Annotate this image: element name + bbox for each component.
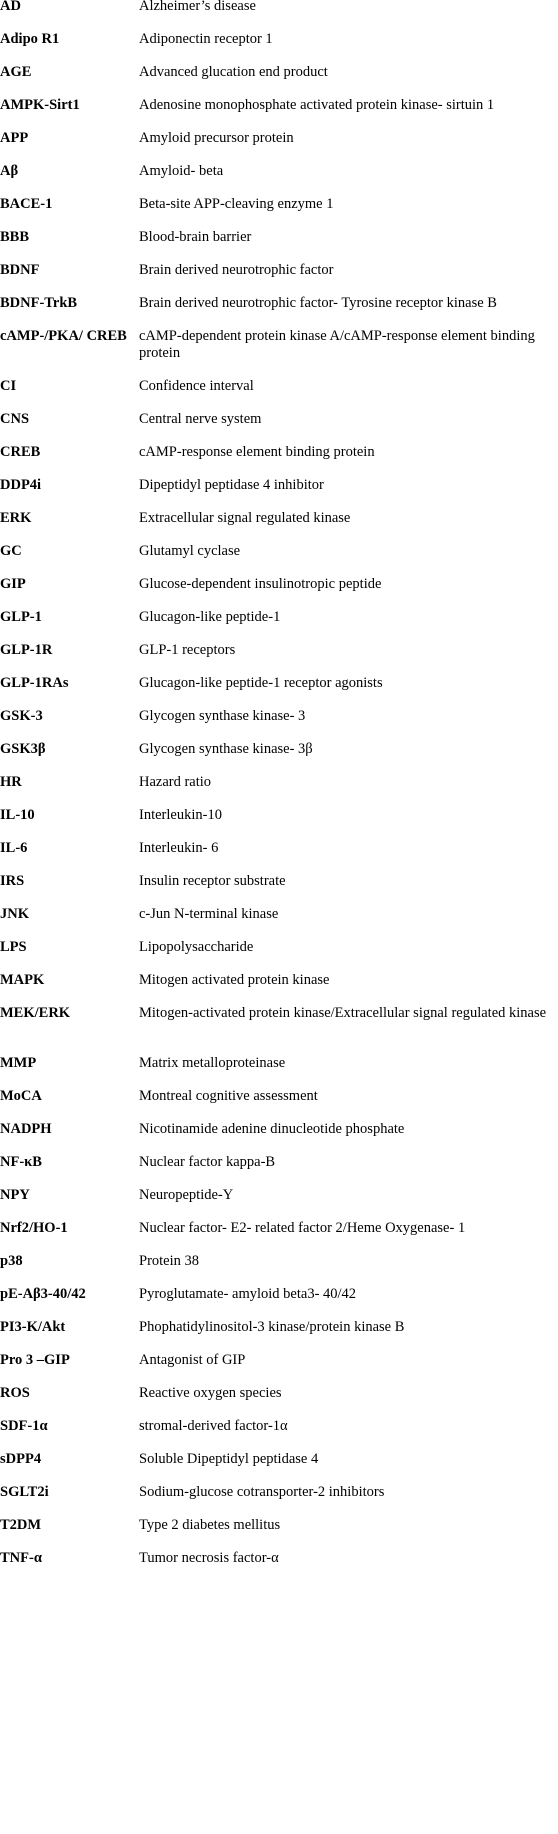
definition: Glucagon-like peptide-1 receptor agonists: [139, 675, 383, 691]
table-row: [0, 669, 558, 702]
definition: Dipeptidyl peptidase 4 inhibitor: [139, 477, 324, 493]
abbreviation: GLP-1R: [0, 642, 53, 658]
definition: Brain derived neurotrophic factor- Tyrosine receptor kinase B: [139, 295, 497, 311]
abbreviation: cAMP-/PKA/ CREB: [0, 328, 127, 344]
table-row: [0, 124, 558, 157]
abbreviation: CREB: [0, 444, 41, 460]
abbreviation: CNS: [0, 411, 30, 427]
abbreviation: BACE-1: [0, 196, 53, 212]
abbreviation: GSK3β: [0, 741, 46, 757]
abbreviation: TNF-α: [0, 1550, 42, 1566]
table-row: [0, 256, 558, 289]
definition: Tumor necrosis factor-α: [139, 1550, 279, 1566]
abbreviation: BBB: [0, 229, 30, 245]
definition: Mitogen activated protein kinase: [139, 972, 330, 988]
abbreviation: T2DM: [0, 1517, 42, 1533]
definition: Advanced glucation end product: [139, 64, 328, 80]
table-row: [0, 966, 558, 999]
table-row: [0, 1544, 558, 1577]
table-row: [0, 0, 558, 25]
abbreviation: GC: [0, 543, 22, 559]
abbreviation: DDP4i: [0, 477, 42, 493]
definition: Protein 38: [139, 1253, 200, 1269]
abbreviation: ROS: [0, 1385, 30, 1401]
abbreviation: BDNF: [0, 262, 40, 278]
table-row: [0, 289, 558, 322]
abbreviation: NADPH: [0, 1121, 52, 1137]
abbreviation: CI: [0, 378, 17, 394]
abbreviation: NPY: [0, 1187, 30, 1203]
definition: Hazard ratio: [139, 774, 212, 790]
definition: cAMP-response element binding protein: [139, 444, 375, 460]
definition: Sodium-glucose cotransporter-2 inhibitors: [139, 1484, 385, 1500]
definition: Extracellular signal regulated kinase: [139, 510, 351, 526]
definition: Montreal cognitive assessment: [139, 1088, 318, 1104]
definition: Nicotinamide adenine dinucleotide phosphate: [139, 1121, 405, 1137]
table-row: [0, 25, 558, 58]
table-row: [0, 1511, 558, 1544]
definition: Interleukin- 6: [139, 840, 219, 856]
abbreviation: MoCA: [0, 1088, 42, 1104]
definition: Matrix metalloproteinase: [139, 1055, 286, 1071]
definition: Interleukin-10: [139, 807, 222, 823]
definition: Confidence interval: [139, 378, 254, 394]
definition: Pyroglutamate- amyloid beta3- 40/42: [139, 1286, 357, 1302]
table-row: [0, 1214, 558, 1247]
abbreviation: ERK: [0, 510, 32, 526]
definition: stromal-derived factor-1α: [139, 1418, 288, 1434]
table-row: [0, 504, 558, 537]
table-row: [0, 405, 558, 438]
table-row: [0, 91, 558, 124]
definition: Adenosine monophosphate activated protein kinase- sirtuin 1: [139, 97, 495, 113]
definition: Amyloid precursor protein: [139, 130, 294, 146]
definition: Type 2 diabetes mellitus: [139, 1517, 281, 1533]
abbreviation: HR: [0, 774, 22, 790]
definition: Glucose-dependent insulinotropic peptide: [139, 576, 382, 592]
definition: Glucagon-like peptide-1: [139, 609, 281, 625]
definition: Reactive oxygen species: [139, 1385, 282, 1401]
definition: c-Jun N-terminal kinase: [139, 906, 279, 922]
definition: cAMP-dependent protein kinase A/cAMP-response element binding protein: [139, 328, 535, 361]
table-row: [0, 867, 558, 900]
abbreviation: GLP-1RAs: [0, 675, 69, 691]
abbreviation: IL-10: [0, 807, 35, 823]
table-row: [0, 801, 558, 834]
abbreviation: PI3-K/Akt: [0, 1319, 66, 1335]
definition: Brain derived neurotrophic factor: [139, 262, 334, 278]
abbreviation: SGLT2i: [0, 1484, 49, 1500]
definition: Central nerve system: [139, 411, 262, 427]
table-row: [0, 1445, 558, 1478]
table-row: [0, 834, 558, 867]
abbreviation: MAPK: [0, 972, 45, 988]
definition: Glycogen synthase kinase- 3β: [139, 741, 313, 757]
abbreviation: IL-6: [0, 840, 28, 856]
abbreviation: AD: [0, 0, 21, 14]
table-row: [0, 58, 558, 91]
definition: Nuclear factor kappa-B: [139, 1154, 276, 1170]
table-row: [0, 157, 558, 190]
table-row: [0, 1247, 558, 1280]
table-row: [0, 1280, 558, 1313]
table-row: [0, 190, 558, 223]
abbreviation: pE-Aβ3-40/42: [0, 1286, 86, 1302]
table-row: [0, 1181, 558, 1214]
definition: Mitogen-activated protein kinase/Extracellular signal regulated kinase: [139, 1005, 547, 1021]
definition: Lipopolysaccharide: [139, 939, 254, 955]
abbreviation: p38: [0, 1253, 23, 1269]
abbreviation: SDF-1α: [0, 1418, 48, 1434]
definition: Glutamyl cyclase: [139, 543, 241, 559]
table-row: [0, 372, 558, 405]
table-row: [0, 1082, 558, 1115]
abbreviation: NF-κB: [0, 1154, 42, 1170]
table-row: [0, 1478, 558, 1511]
abbreviation: GSK-3: [0, 708, 43, 724]
table-row: [0, 1346, 558, 1379]
table-row: [0, 735, 558, 768]
table-row: [0, 471, 558, 504]
abbreviation: Nrf2/HO-1: [0, 1220, 68, 1236]
definition: Beta-site APP-cleaving enzyme 1: [139, 196, 334, 212]
abbreviation: Adipo R1: [0, 31, 60, 47]
abbreviation: JNK: [0, 906, 29, 922]
table-row: [0, 1412, 558, 1445]
table-row: [0, 702, 558, 735]
definition: Nuclear factor- E2- related factor 2/Heme Oxygenase- 1: [139, 1220, 466, 1236]
definition: Insulin receptor substrate: [139, 873, 286, 889]
table-row: [0, 999, 558, 1049]
definition: Phophatidylinositol-3 kinase/protein kinase B: [139, 1319, 405, 1335]
table-row: [0, 933, 558, 966]
abbreviation: BDNF-TrkB: [0, 295, 78, 311]
table-row: [0, 1049, 558, 1082]
definition: Adiponectin receptor 1: [139, 31, 273, 47]
definition: Blood-brain barrier: [139, 229, 252, 245]
definition: Soluble Dipeptidyl peptidase 4: [139, 1451, 319, 1467]
table-row: [0, 322, 558, 372]
abbreviation: MMP: [0, 1055, 37, 1071]
definition: Amyloid- beta: [139, 163, 224, 179]
table-row: [0, 1379, 558, 1412]
definition: GLP-1 receptors: [139, 642, 236, 658]
definition: Alzheimer’s disease: [139, 0, 256, 14]
abbreviation: AGE: [0, 64, 32, 80]
table-row: [0, 768, 558, 801]
table-row: [0, 438, 558, 471]
table-row: [0, 570, 558, 603]
table-row: [0, 603, 558, 636]
abbreviation: MEK/ERK: [0, 1005, 71, 1021]
definition: Neuropeptide-Y: [139, 1187, 234, 1203]
table-row: [0, 1148, 558, 1181]
abbreviation: sDPP4: [0, 1451, 42, 1467]
table-row: [0, 900, 558, 933]
abbreviation: Pro 3 –GIP: [0, 1352, 70, 1368]
abbreviation: APP: [0, 130, 29, 146]
table-row: [0, 1115, 558, 1148]
abbreviation: AMPK-Sirt1: [0, 97, 80, 113]
definition: Glycogen synthase kinase- 3: [139, 708, 306, 724]
abbreviation: IRS: [0, 873, 25, 889]
table-row: [0, 223, 558, 256]
table-row: [0, 1313, 558, 1346]
abbreviation: GLP-1: [0, 609, 42, 625]
table-row: [0, 636, 558, 669]
definition: Antagonist of GIP: [139, 1352, 246, 1368]
abbreviation: LPS: [0, 939, 27, 955]
abbreviation: GIP: [0, 576, 26, 592]
abbreviation: Aβ: [0, 163, 19, 179]
table-row: [0, 537, 558, 570]
